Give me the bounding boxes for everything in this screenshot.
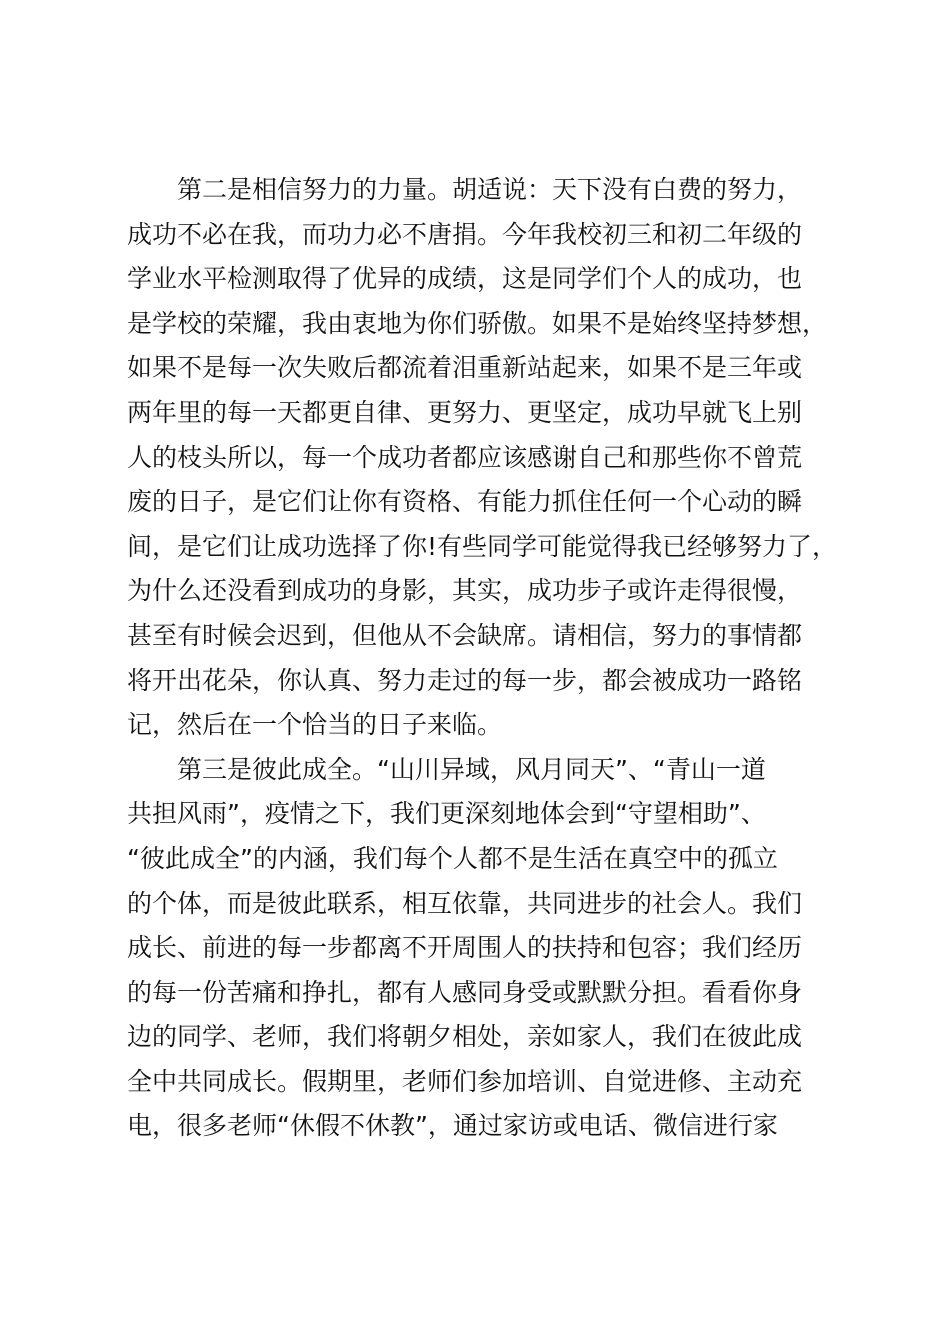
text-line: 第三是彼此成全。“山川异域，风月同天”、“青山一道 [127,754,766,784]
text-line: 如果不是每一次失败后都流着泪重新站起来，如果不是三年或 [127,353,803,383]
text-line: 记，然后在一个恰当的日子来临。 [127,710,503,740]
paragraph-effort [127,168,837,748]
text-line: 电，很多老师“休假不休教”，通过家访或电话、微信进行家 [127,1111,778,1141]
text-line: 间，是它们让成功选择了你!有些同学可能觉得我已经够努力了， [127,531,837,561]
text-line: 的每一份苦痛和挣扎，都有人感同身受或默默分担。看看你身 [127,977,803,1007]
text-line: 第二是相信努力的力量。胡适说：天下没有白费的努力， [127,175,803,204]
text-line: 全中共同成长。假期里，老师们参加培训、自觉进修、主动充 [127,1066,803,1096]
text-line: 甚至有时候会迟到，但他从不会缺席。请相信，努力的事情都 [127,620,803,650]
text-line: 共担风雨”，疫情之下，我们更深刻地体会到“守望相助”、 [127,799,766,829]
text-line: “彼此成全”的内涵，我们每个人都不是生活在真空中的孤立 [127,843,778,873]
text-line: 边的同学、老师，我们将朝夕相处，亲如家人，我们在彼此成 [127,1022,803,1052]
text-line: 废的日子，是它们让你有资格、有能力抓住任何一个心动的瞬 [127,487,803,517]
text-line: 人的枝头所以，每一个成功者都应该感谢自己和那些你不曾荒 [127,442,803,472]
text-line: 的个体，而是彼此联系，相互依靠，共同进步的社会人。我们 [127,888,803,918]
text-line: 将开出花朵，你认真、努力走过的每一步，都会被成功一路铭 [127,665,803,695]
text-line: 是学校的荣耀，我由衷地为你们骄傲。如果不是始终坚持梦想， [127,308,828,338]
text-line: 成功不必在我，而功力必不唐捐。今年我校初三和初二年级的 [127,219,803,249]
text-line: 成长、前进的每一步都离不开周围人的扶持和包容；我们经历 [127,933,803,963]
paragraph-mutual-support [127,748,837,1149]
text-line: 学业水平检测取得了优异的成绩，这是同学们个人的成功，也 [127,264,803,294]
body-text [127,168,837,1149]
text-line: 为什么还没看到成功的身影，其实，成功步子或许走得很慢， [127,576,803,606]
text-line: 两年里的每一天都更自律、更努力、更坚定，成功早就飞上别 [127,397,803,427]
